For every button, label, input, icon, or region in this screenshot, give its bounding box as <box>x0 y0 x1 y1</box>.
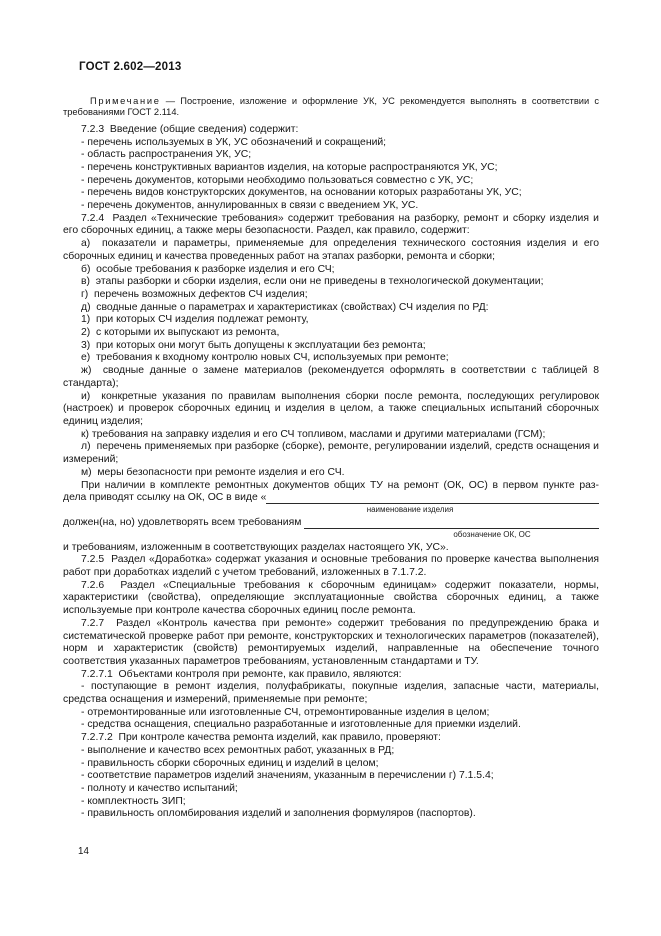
paragraph: - полноту и качество испытаний; <box>81 782 238 794</box>
paragraph: - средства оснащения, специально разработанные и изготовленные для приемки изделий. <box>81 719 521 731</box>
paragraph: а) показатели и параметры, применяемые для определения технического состояния изделия и его сборочных единиц и качества проведенных работ на этапах разборки, ремонта и сборки; <box>63 238 599 262</box>
paragraph: - выполнение и качество всех ремонтных работ, указанных в РД; <box>81 744 395 756</box>
form-blank-line <box>63 492 599 505</box>
paragraph: 2) с которыми их выпускают из ремонта, <box>81 327 280 339</box>
paragraph: л) перечень применяемых при разборке (сборке), ремонте, регулировании изделий, средств оснащения и измерений; <box>63 441 599 466</box>
paragraph: - перечень используемых в УК, УС обозначений и сокращений; <box>81 136 387 148</box>
blank-line-label: дела приводят ссылку на ОК, ОС в виде « <box>63 492 267 504</box>
paragraph: к) требования на заправку изделия и его СЧ топливом, маслами и другими материалами (ГСМ); <box>81 428 546 440</box>
running-header: ГОСТ 2.602—2013 <box>79 61 182 73</box>
paragraph: - перечень документов, аннулированных в связи с введением УК, УС. <box>81 200 419 212</box>
blank-line-label: должен(на, но) удовлетворять всем требованиям <box>63 516 305 528</box>
paragraph: 7.2.5 Раздел «Доработка» содержат указания и основные требования по проверке качества выполнения работ при доработках изделий с учетом требований, изложенных в 7.1.7.2. <box>63 554 599 579</box>
page-number: 14 <box>78 846 89 857</box>
paragraph: - комплектность ЗИП; <box>81 795 186 807</box>
note-label: Примечание <box>90 96 161 106</box>
blank-underline <box>266 503 599 504</box>
document-body-area <box>63 96 599 821</box>
paragraph: д) сводные данные о параметрах и характеристиках (свойствах) СЧ изделия по РД: <box>81 301 489 313</box>
paragraph: б) особые требования к разборке изделия и его СЧ; <box>81 263 335 275</box>
paragraph: и) конкретные указания по правилам выполнения сборки после ремонта, последующих регулировок (настроек) и проверок сборочных единиц и изделия в целом, а также специальных испытаний сборочных единиц изделия; <box>63 390 599 427</box>
paragraph: 7.2.6 Раздел «Специальные требования к сборочным единицам» содержит показатели, нормы, характеристики (свойства), определяющие эксплуатационные свойства сборочных единиц, а также используемые при контроле качества сборочных единиц после ремонта. <box>63 579 599 617</box>
form-blank-line <box>63 517 599 530</box>
note-paragraph <box>63 96 599 119</box>
paragraph: 3) при которых они могут быть допущены к эксплуатации без ремонта; <box>81 339 426 351</box>
paragraph: в) этапы разборки и сборки изделия, если они не приведены в технологической документации; <box>81 276 544 288</box>
paragraph: 7.2.7.2 При контроле качества ремонта изделий, как правило, проверяют: <box>81 732 441 744</box>
blank-underline <box>304 528 599 529</box>
document-content <box>63 124 599 821</box>
paragraph: 7.2.7.1 Объектами контроля при ремонте, как правило, являются: <box>81 668 402 680</box>
paragraph: 7.2.3 Введение (общие сведения) содержит: <box>81 123 299 135</box>
paragraph: - область распространения УК, УС; <box>81 149 252 161</box>
paragraph: - отремонтированные или изготовленные СЧ, отремонтированные изделия в целом; <box>81 706 490 718</box>
paragraph-line: При наличии в комплекте ремонтных документов общих ТУ на ремонт (ОК, ОС) в первом пункте раз- <box>81 479 599 491</box>
paragraph: и требованиям, изложенным в соответствующих разделах настоящего УК, УС». <box>63 541 449 553</box>
paragraph: ж) сводные данные о замене материалов (рекомендуется оформлять в соответствии с таблицей 8 стандарта); <box>63 365 599 389</box>
note-text: — Построение, изложение и оформление УК, УС рекомендуется выполнять в соответствии с требованиями ГОСТ 2.114. <box>63 96 599 118</box>
paragraph: - соответствие параметров изделий значениям, указанным в перечислении г) 7.1.5.4; <box>81 770 494 782</box>
paragraph: 7.2.4 Раздел «Технические требования» содержит требования на разборку, ремонт и сборку изделия и его сборочных единиц, а также меры безопасности. Раздел, как правило, содержит: <box>63 212 599 237</box>
paragraph: - правильность опломбирования изделий и заполнения формуляров (паспортов). <box>81 808 476 820</box>
paragraph: - перечень документов, которыми необходимо пользоваться совместно с УК, УС; <box>81 174 474 186</box>
blank-caption: обозначение ОК, ОС <box>453 529 531 539</box>
paragraph: - перечень конструктивных вариантов изделия, на которые распространяются УК, УС; <box>81 161 498 173</box>
paragraph: - поступающие в ремонт изделия, полуфабрикаты, покупные изделия, запасные части, материалы, средства оснащения и измерений, применяемые при ремонте; <box>63 681 599 706</box>
paragraph: г) перечень возможных дефектов СЧ изделия; <box>81 288 308 300</box>
blank-caption: наименование изделия <box>366 504 454 514</box>
paragraph: - правильность сборки сборочных единиц и изделий в целом; <box>81 757 379 769</box>
paragraph: - перечень видов конструкторских документов, на основании которых разработаны УК, УС; <box>81 187 522 199</box>
paragraph: е) требования к входному контролю новых СЧ, используемых при ремонте; <box>81 352 449 364</box>
paragraph: 7.2.7 Раздел «Контроль качества при ремонте» содержит требования по предупреждению брака и систематической проверке работ при ремонте, конструкторских и технологических параметров (показателей), норм и характеристик (свойств) ремонтируемых изделий, направленные на обеспечение точного соответствия указанных параметров требованиям, установленным стандартами и ТУ. <box>63 617 599 667</box>
paragraph: 1) при которых СЧ изделия подлежат ремонту, <box>81 314 309 326</box>
paragraph: м) меры безопасности при ремонте изделия и его СЧ. <box>81 466 345 478</box>
